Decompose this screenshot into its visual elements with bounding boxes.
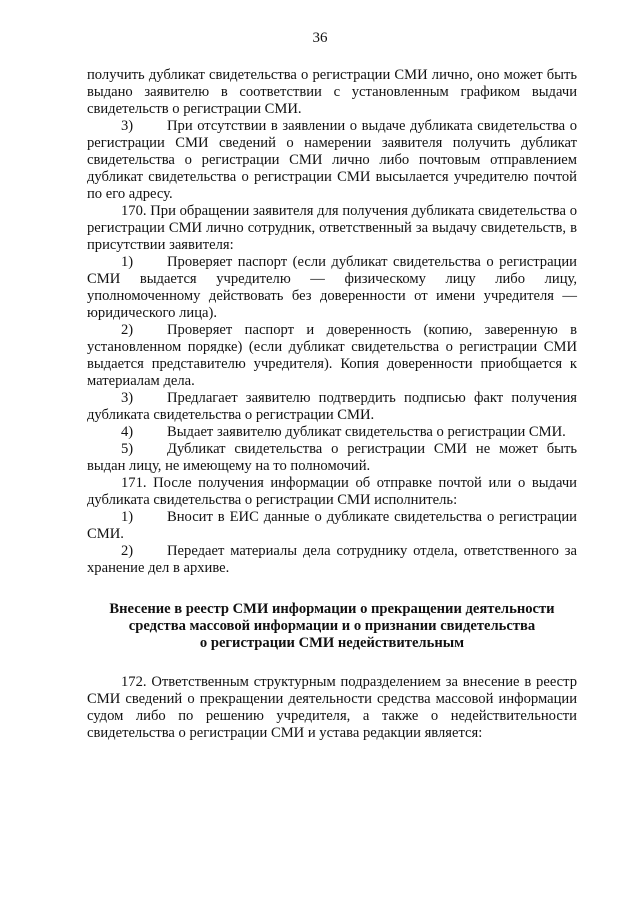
list-item-text: Проверяет паспорт (если дубликат свидетельства о регистрации СМИ выдается учредителю — физическому лицу либо лицу, уполномоченному действовать без доверенности от имени учредителя — юридического лица).: [87, 254, 577, 321]
paragraph-172: 172. Ответственным структурным подразделением за внесение в реестр СМИ сведений о прекращении деятельности средства массовой информации судом либо по решению учредителя, а также о недействительности свидетельства о регистрации СМИ и устава редакции является:: [87, 674, 577, 741]
list-item-3-absence: [87, 118, 577, 203]
list-item-text: Передает материалы дела сотруднику отдела, ответственного за хранение дел в архиве.: [87, 543, 577, 576]
list-item-170-2: [87, 322, 577, 390]
list-item-171-2: [87, 543, 577, 577]
section-heading-line: о регистрации СМИ недействительным: [199, 635, 465, 651]
list-marker: 3): [121, 118, 134, 134]
list-item-170-1: [87, 254, 577, 322]
list-item-text: Предлагает заявителю подтвердить подписью факт получения дубликата свидетельства о регистрации СМИ.: [87, 390, 577, 423]
list-marker: 2): [121, 322, 134, 338]
list-item-170-5: [87, 441, 577, 475]
list-item-text: Дубликат свидетельства о регистрации СМИ не может быть выдан лицу, не имеющему на то полномочий.: [87, 441, 577, 474]
list-marker: 4): [121, 424, 134, 440]
list-item-text: Вносит в ЕИС данные о дубликате свидетельства о регистрации СМИ.: [87, 509, 577, 542]
paragraph-170: 170. При обращении заявителя для получения дубликата свидетельства о регистрации СМИ лично сотрудник, ответственный за выдачу свидетельств, в присутствии заявителя:: [87, 203, 577, 253]
list-item-171-1: [87, 509, 577, 543]
list-marker: 1): [121, 254, 134, 270]
page-number: 36: [312, 30, 328, 46]
list-marker: 5): [121, 441, 134, 457]
section-heading-line: Внесение в реестр СМИ информации о прекращении деятельности: [109, 601, 555, 617]
list-item-170-3: [87, 390, 577, 424]
list-item-text: Выдает заявителю дубликат свидетельства о регистрации СМИ.: [167, 424, 566, 440]
section-heading: [87, 601, 577, 652]
list-item-170-4: [87, 424, 577, 441]
section-heading-line: средства массовой информации и о признании свидетельства: [128, 618, 536, 634]
list-marker: 2): [121, 543, 134, 559]
list-marker: 1): [121, 509, 134, 525]
list-item-text: Проверяет паспорт и доверенность (копию, заверенную в установленном порядке) (если дубликат свидетельства о регистрации СМИ выдается представителю учредителя). Копия доверенности приобщается к материалам дела.: [87, 322, 577, 389]
list-marker: 3): [121, 390, 134, 406]
paragraph-continuation: получить дубликат свидетельства о регистрации СМИ лично, оно может быть выдано заявителю в соответствии с установленным графиком выдачи свидетельств о регистрации СМИ.: [87, 67, 577, 117]
list-item-text: При отсутствии в заявлении о выдаче дубликата свидетельства о регистрации СМИ сведений о намерении заявителя получить дубликат свидетельства о регистрации СМИ лично либо почтовым отправлением дубликат свидетельства о регистрации СМИ высылается учредителю почтой по его адресу.: [87, 118, 577, 202]
paragraph-171: 171. После получения информации об отправке почтой или о выдачи дубликата свидетельства о регистрации СМИ исполнитель:: [87, 475, 577, 508]
document-body: [87, 67, 577, 742]
